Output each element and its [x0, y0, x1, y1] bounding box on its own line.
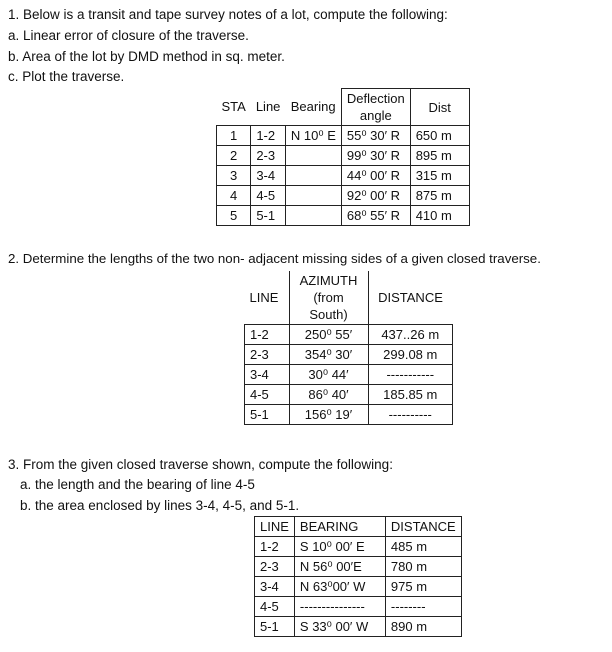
q1-cell-sta: 3 [217, 166, 251, 186]
q1-cell-line: 5-1 [251, 206, 286, 226]
q1-cell-sta: 1 [217, 126, 251, 146]
q3-cell-line: 5-1 [255, 617, 295, 637]
q1-cell-sta: 5 [217, 206, 251, 226]
q3-cell-bearing: S 10⁰ 00′ E [294, 537, 385, 557]
table-row [255, 537, 462, 557]
table-row [255, 617, 462, 637]
q3-cell-distance: -------- [385, 597, 461, 617]
q3-cell-distance: 780 m [385, 557, 461, 577]
q1-cell-bearing [285, 146, 341, 166]
q1-cell-dist: 410 m [410, 206, 469, 226]
table-row [245, 345, 453, 365]
q3-header-bearing: BEARING [294, 517, 385, 537]
q3-cell-line: 4-5 [255, 597, 295, 617]
q2-table [244, 271, 453, 425]
table-row [245, 365, 453, 385]
q1-header-deflection-line2: angle [359, 108, 392, 123]
q1-cell-bearing: N 10⁰ E [285, 126, 341, 146]
table-row [245, 385, 453, 405]
q3-header-distance: DISTANCE [385, 517, 461, 537]
q1-cell-line: 1-2 [251, 126, 286, 146]
q3-cell-line: 2-3 [255, 557, 295, 577]
q2-cell-distance: 185.85 m [368, 385, 453, 405]
q1-cell-deflection: 99⁰ 30′ R [341, 146, 410, 166]
q2-cell-line: 1-2 [245, 325, 290, 345]
q2-title: 2. Determine the lengths of the two non- adjacent missing sides of a given closed traverse. [8, 251, 541, 266]
q3-cell-line: 1-2 [255, 537, 295, 557]
q3-cell-bearing: --------------- [294, 597, 385, 617]
q1-header-row [217, 89, 470, 126]
q3-cell-bearing: S 33⁰ 00′ W [294, 617, 385, 637]
table-row [217, 206, 470, 226]
q2-cell-distance: ---------- [368, 405, 453, 425]
q3-cell-bearing: N 56⁰ 00′E [294, 557, 385, 577]
q2-header-azimuth [289, 271, 368, 325]
q3-cell-distance: 485 m [385, 537, 461, 557]
q2-header-line: LINE [245, 271, 290, 325]
q1-cell-dist: 650 m [410, 126, 469, 146]
q1-cell-bearing [285, 186, 341, 206]
q2-cell-line: 4-5 [245, 385, 290, 405]
q1-header-deflection [341, 89, 410, 126]
q2-header-azimuth-line3: South) [309, 307, 348, 322]
q1-header-line: Line [255, 99, 281, 115]
q2-cell-azimuth: 354⁰ 30′ [289, 345, 368, 365]
q1-cell-line: 4-5 [251, 186, 286, 206]
q3-cell-distance: 975 m [385, 577, 461, 597]
q3-item-a: a. the length and the bearing of line 4-5 [20, 477, 255, 492]
table-row [255, 597, 462, 617]
q1-cell-dist: 315 m [410, 166, 469, 186]
q2-header-distance: DISTANCE [368, 271, 453, 325]
q1-item-a: a. Linear error of closure of the traverse. [8, 28, 249, 43]
table-row [245, 405, 453, 425]
q3-title: 3. From the given closed traverse shown, compute the following: [8, 457, 393, 472]
q1-cell-dist: 875 m [410, 186, 469, 206]
q1-header-sta: STA [221, 99, 246, 115]
q2-cell-line: 2-3 [245, 345, 290, 365]
q2-cell-azimuth: 250⁰ 55′ [289, 325, 368, 345]
q1-cell-bearing [285, 206, 341, 226]
q3-item-b: b. the area enclosed by lines 3-4, 4-5, and 5-1. [20, 498, 300, 513]
q1-cell-dist: 895 m [410, 146, 469, 166]
table-row [255, 557, 462, 577]
q3-cell-line: 3-4 [255, 577, 295, 597]
q3-header-row [255, 517, 462, 537]
q3-cell-distance: 890 m [385, 617, 461, 637]
table-row [217, 186, 470, 206]
q1-table [216, 88, 470, 226]
q1-cell-sta: 4 [217, 186, 251, 206]
q2-cell-distance: ----------- [368, 365, 453, 385]
q2-header-azimuth-line1: AZIMUTH [299, 273, 358, 288]
q2-header-row [245, 271, 453, 325]
q1-item-c: c. Plot the traverse. [8, 69, 125, 84]
q2-cell-azimuth: 30⁰ 44′ [289, 365, 368, 385]
q1-cell-deflection: 68⁰ 55′ R [341, 206, 410, 226]
q1-cell-deflection: 55⁰ 30′ R [341, 126, 410, 146]
q2-cell-line: 3-4 [245, 365, 290, 385]
q2-header-azimuth-line2: (from [313, 290, 344, 305]
q1-item-b: b. Area of the lot by DMD method in sq. meter. [8, 49, 285, 64]
q1-cell-sta: 2 [217, 146, 251, 166]
table-row [217, 146, 470, 166]
q1-cell-deflection: 44⁰ 00′ R [341, 166, 410, 186]
q2-cell-azimuth: 86⁰ 40′ [289, 385, 368, 405]
q1-cell-line: 3-4 [251, 166, 286, 186]
q2-cell-distance: 299.08 m [368, 345, 453, 365]
q2-cell-azimuth: 156⁰ 19′ [289, 405, 368, 425]
q2-cell-line: 5-1 [245, 405, 290, 425]
q3-cell-bearing: N 63⁰00′ W [294, 577, 385, 597]
table-row [255, 577, 462, 597]
table-row [245, 325, 453, 345]
q1-cell-deflection: 92⁰ 00′ R [341, 186, 410, 206]
table-row [217, 166, 470, 186]
q1-title: 1. Below is a transit and tape survey notes of a lot, compute the following: [8, 7, 448, 22]
q1-header-dist: Dist [410, 89, 469, 126]
q1-cell-line: 2-3 [251, 146, 286, 166]
q2-cell-distance: 437..26 m [368, 325, 453, 345]
q1-cell-bearing [285, 166, 341, 186]
q3-table [254, 516, 462, 637]
q1-header-bearing: Bearing [290, 99, 336, 115]
q1-header-deflection-line1: Deflection [346, 91, 405, 106]
q3-header-line: LINE [255, 517, 295, 537]
table-row [217, 126, 470, 146]
